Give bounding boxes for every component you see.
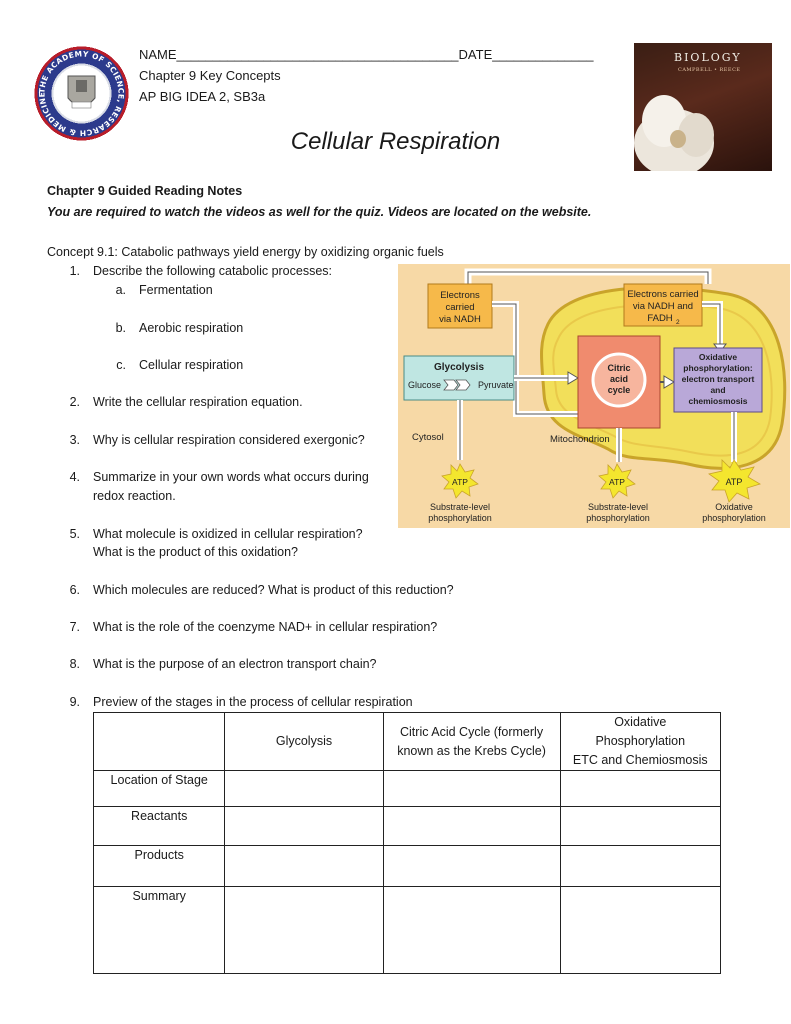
answer-cell[interactable]: [560, 771, 720, 807]
header-citric-line2: known as the Krebs Cycle): [397, 743, 546, 758]
header-ox-line2: Phosphorylation: [595, 734, 686, 748]
header-oxidative-phosphorylation: [560, 713, 720, 771]
answer-cell[interactable]: [383, 771, 560, 807]
row-label-products: Products: [94, 846, 225, 887]
big-idea-line: AP BIG IDEA 2, SB3a: [139, 89, 266, 104]
header-ox-line3: ETC and Chemiosmosis: [572, 753, 708, 767]
fadh-subscript: 2: [676, 319, 680, 326]
answer-cell[interactable]: [225, 887, 383, 974]
oxphos-line5: chemiosmosis: [688, 396, 748, 406]
header-citric-acid-cycle: [383, 713, 560, 771]
substrate-level-2-line2: phosphorylation: [586, 513, 650, 523]
cytosol-label: Cytosol: [412, 432, 444, 443]
answer-cell[interactable]: [560, 887, 720, 974]
header-ox-line1: Oxidative: [614, 715, 667, 729]
academy-seal-logo: [34, 46, 129, 141]
seal-text: THE ACADEMY OF SCIENCE, RESEARCH & MEDICINE: [37, 49, 126, 138]
question-text: Summarize in your own words what occurs during: [93, 470, 369, 484]
question-number: 9.: [69, 695, 80, 709]
answer-cell[interactable]: [383, 846, 560, 887]
table-row: [94, 807, 721, 846]
mitochondrion-label: Mitochondrion: [550, 434, 610, 445]
answer-cell[interactable]: [225, 771, 383, 807]
question-text-continued: redox reaction.: [93, 489, 176, 503]
atp-label-3: ATP: [725, 477, 743, 487]
electrons-nadh-line3: via NADH: [439, 314, 481, 325]
substrate-level-1-line2: phosphorylation: [428, 513, 492, 523]
table-corner-cell: [94, 713, 225, 771]
guided-heading: Chapter 9 Guided Reading Notes: [47, 184, 243, 198]
row-label-reactants: Reactants: [94, 807, 225, 846]
question-text: Why is cellular respiration considered exergonic?: [93, 433, 365, 447]
book-authors: CAMPBELL • REECE: [678, 67, 741, 73]
electrons-nadh-line1: Electrons: [440, 290, 480, 301]
question-text: What is the role of the coenzyme NAD+ in cellular respiration?: [93, 620, 438, 634]
atp-label-2: ATP: [609, 477, 625, 487]
electrons-nadh-line2: carried: [445, 302, 475, 313]
cellular-respiration-diagram: [398, 264, 790, 528]
answer-cell[interactable]: [383, 807, 560, 846]
sub-question-text: Fermentation: [139, 283, 213, 297]
question-number: 7.: [69, 620, 80, 634]
substrate-level-1-line1: Substrate-level: [429, 502, 491, 512]
electrons-fadh-line2: via NADH and: [632, 301, 694, 312]
question-number: 1.: [69, 264, 80, 278]
answer-cell[interactable]: [560, 807, 720, 846]
chapter-line: Chapter 9 Key Concepts: [139, 68, 281, 83]
glycolysis-label: Glycolysis: [433, 362, 485, 373]
question-number: 3.: [69, 433, 80, 447]
electrons-fadh-line1: Electrons carried: [627, 289, 699, 300]
page-title: Cellular Respiration: [290, 128, 501, 155]
sub-question-number: b.: [115, 321, 126, 335]
glucose-label: Glucose: [408, 380, 442, 390]
question-text: Preview of the stages in the process of cellular respiration: [93, 695, 413, 709]
answer-cell[interactable]: [560, 846, 720, 887]
citric-line2: acid: [609, 374, 629, 384]
sub-question-text: Aerobic respiration: [139, 321, 244, 335]
citric-line1: Citric: [607, 363, 631, 373]
stages-table: [93, 712, 721, 974]
pyruvate-label: Pyruvate: [478, 380, 514, 390]
question-text: What molecule is oxidized in cellular respiration?: [93, 527, 363, 541]
table-row: [94, 846, 721, 887]
oxphos-line2: phosphorylation:: [683, 363, 753, 373]
question-number: 8.: [69, 657, 80, 671]
question-text-continued: What is the product of this oxidation?: [93, 545, 298, 559]
question-text: What is the purpose of an electron transport chain?: [93, 657, 377, 671]
question-number: 4.: [69, 470, 80, 484]
question-number: 5.: [69, 527, 80, 541]
question-number: 2.: [69, 395, 80, 409]
answer-cell[interactable]: [383, 887, 560, 974]
oxphos-line3: electron transport: [681, 374, 755, 384]
electrons-fadh-line3: FADH: [647, 313, 673, 324]
book-title: BIOLOGY: [674, 51, 742, 64]
answer-cell[interactable]: [225, 846, 383, 887]
citric-line3: cycle: [607, 385, 631, 395]
concept-heading: Concept 9.1: Catabolic pathways yield energy by oxidizing organic fuels: [47, 245, 444, 259]
question-text: Write the cellular respiration equation.: [93, 395, 303, 409]
oxidative-line2: phosphorylation: [702, 513, 766, 523]
table-row: [94, 771, 721, 807]
name-date-line: NAME_______________________________________DATE______________: [139, 47, 594, 62]
header-glycolysis: Glycolysis: [225, 713, 383, 771]
atp-label-1: ATP: [452, 477, 468, 487]
guided-instruction: You are required to watch the videos as well for the quiz. Videos are located on the website.: [47, 205, 592, 219]
substrate-level-2-line1: Substrate-level: [587, 502, 649, 512]
row-label-summary: Summary: [94, 887, 225, 974]
oxphos-line4: and: [710, 385, 726, 395]
question-number: 6.: [69, 583, 80, 597]
answer-cell[interactable]: [225, 807, 383, 846]
sub-question-number: c.: [116, 358, 126, 372]
question-text: Which molecules are reduced? What is product of this reduction?: [93, 583, 454, 597]
question-text: Describe the following catabolic processes:: [93, 264, 333, 278]
table-row: [94, 887, 721, 974]
sub-question-number: a.: [115, 283, 126, 297]
row-label-location: Location of Stage: [94, 771, 225, 807]
sub-question-text: Cellular respiration: [139, 358, 244, 372]
header-citric-line1: Citric Acid Cycle (formerly: [400, 724, 544, 739]
oxphos-line1: Oxidative: [698, 352, 738, 362]
oxidative-line1: Oxidative: [715, 502, 753, 512]
